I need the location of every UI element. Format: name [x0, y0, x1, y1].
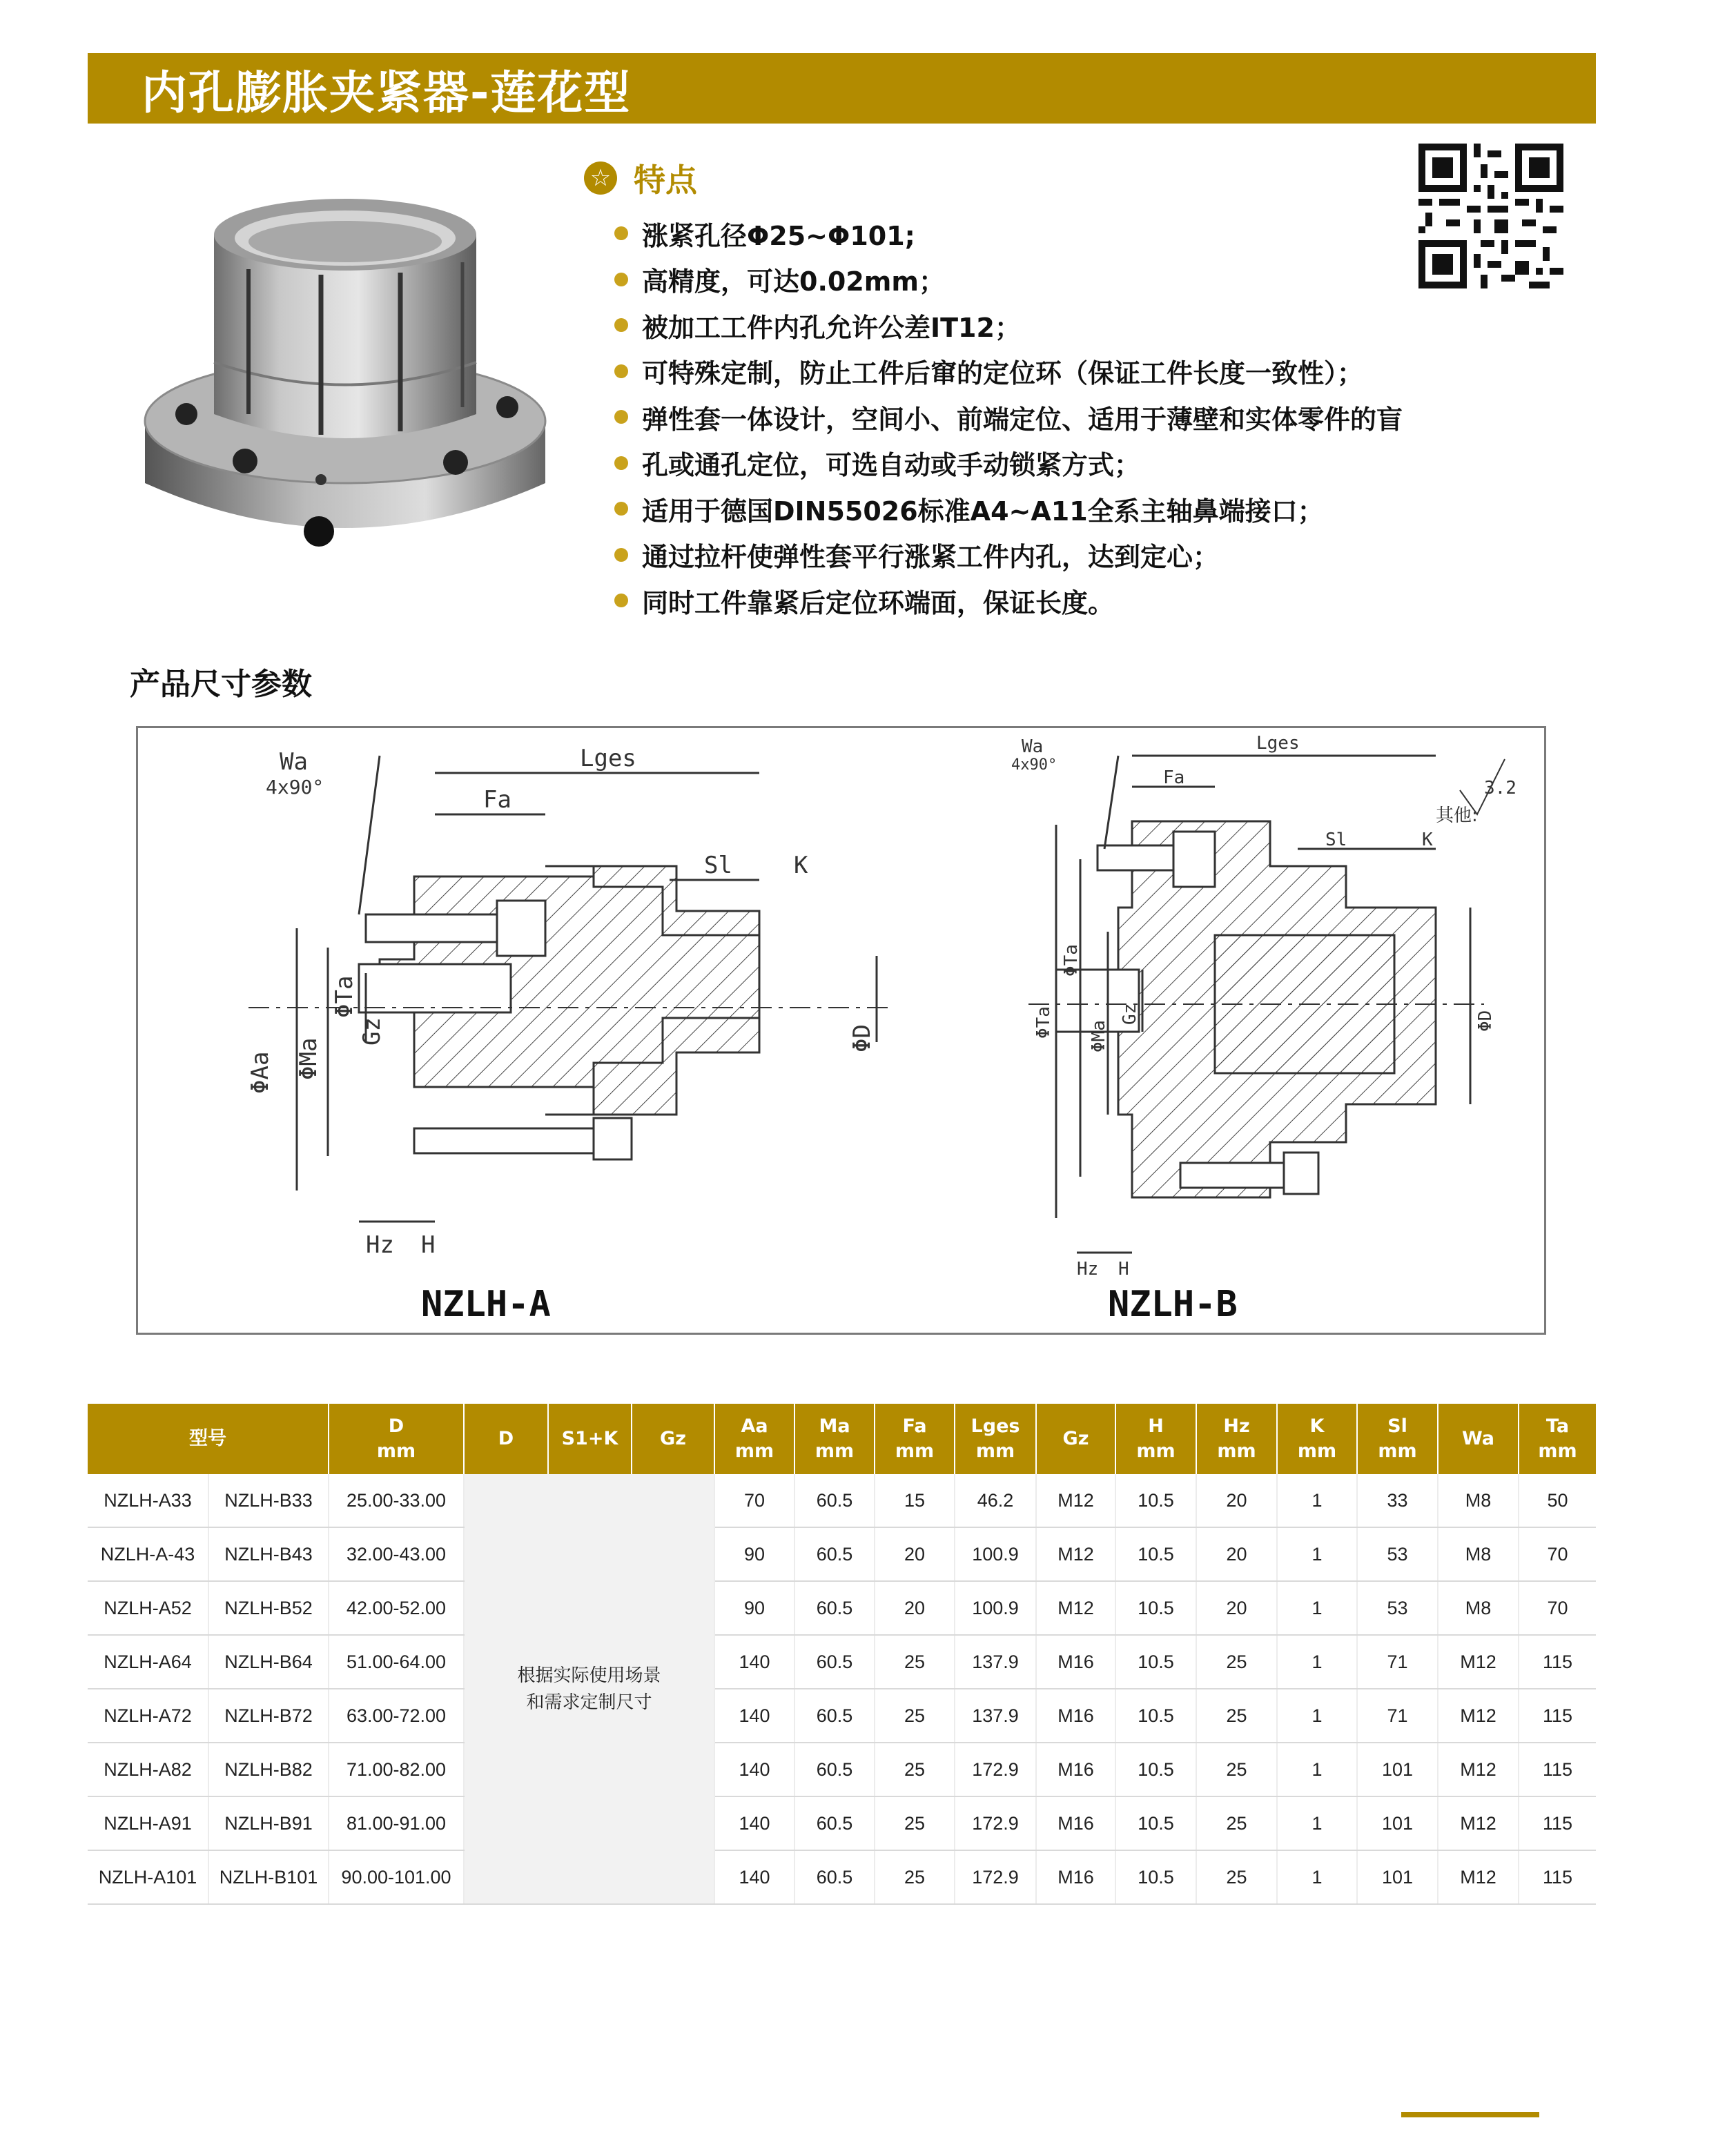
table-cell: 1 [1277, 1474, 1357, 1527]
table-cell: 137.9 [955, 1635, 1036, 1689]
table-cell: 70 [714, 1474, 794, 1527]
table-cell: M8 [1438, 1527, 1519, 1581]
table-cell: 10.5 [1115, 1474, 1196, 1527]
table-cell: 1 [1277, 1743, 1357, 1796]
svg-text:Wa: Wa [1022, 736, 1044, 757]
features-list [614, 210, 1403, 624]
table-cell: 172.9 [955, 1850, 1036, 1904]
table-cell: 60.5 [794, 1635, 875, 1689]
svg-text:3.2: 3.2 [1484, 778, 1516, 798]
bullet-icon [614, 273, 628, 286]
svg-text:ΦD: ΦD [1475, 1010, 1496, 1032]
footer-bar [1401, 2112, 1539, 2117]
col-header: S1+K [548, 1404, 632, 1474]
col-header: Gz [632, 1404, 714, 1474]
table-cell: NZLH-B82 [208, 1743, 329, 1796]
table-cell: 25 [875, 1796, 955, 1850]
section-title: 产品尺寸参数 [130, 667, 312, 702]
table-cell: 90.00-101.00 [329, 1850, 464, 1904]
table-row [88, 1635, 1596, 1689]
star-icon: ☆ [584, 161, 617, 195]
table-cell: NZLH-A52 [88, 1581, 208, 1635]
feature-item: 高精度，可达0.02mm； [614, 257, 1403, 303]
svg-text:K: K [1422, 830, 1433, 850]
col-header: 型号 [88, 1404, 329, 1474]
table-cell: 115 [1519, 1635, 1596, 1689]
col-header: Aa mm [714, 1404, 794, 1474]
feature-item: 被加工工件内孔允许公差IT12； [614, 302, 1403, 349]
table-cell: 60.5 [794, 1850, 875, 1904]
table-cell: 53 [1357, 1527, 1438, 1581]
svg-text:ΦTa: ΦTa [331, 975, 358, 1018]
table-row [88, 1796, 1596, 1850]
table-cell: 60.5 [794, 1527, 875, 1581]
table-cell: 20 [1196, 1581, 1277, 1635]
table-cell: 90 [714, 1527, 794, 1581]
svg-text:H: H [1118, 1259, 1129, 1280]
table-cell: NZLH-A72 [88, 1689, 208, 1743]
bullet-icon [614, 364, 628, 378]
bullet-icon [614, 226, 628, 240]
table-body [88, 1474, 1596, 1904]
col-header: Fa mm [875, 1404, 955, 1474]
table-cell: 51.00-64.00 [329, 1635, 464, 1689]
table-cell: M12 [1438, 1796, 1519, 1850]
table-cell: 50 [1519, 1474, 1596, 1527]
table-cell: M16 [1036, 1850, 1115, 1904]
feature-item: 孔或通孔定位，可选自动或手动锁紧方式； [614, 440, 1403, 487]
table-cell: 20 [1196, 1474, 1277, 1527]
table-cell: NZLH-B72 [208, 1689, 329, 1743]
col-header: H mm [1115, 1404, 1196, 1474]
table-cell: 25 [1196, 1635, 1277, 1689]
col-header: Gz [1036, 1404, 1115, 1474]
table-cell: 25 [1196, 1743, 1277, 1796]
drawing-label-a: NZLH-A [421, 1284, 551, 1325]
table-cell: 140 [714, 1796, 794, 1850]
table-cell: 1 [1277, 1850, 1357, 1904]
svg-text:Hz: Hz [366, 1231, 394, 1259]
table-cell: NZLH-A91 [88, 1796, 208, 1850]
table-cell: NZLH-B52 [208, 1581, 329, 1635]
table-cell: 172.9 [955, 1796, 1036, 1850]
bullet-icon [614, 594, 628, 607]
table-cell: M12 [1438, 1635, 1519, 1689]
svg-text:4x90°: 4x90° [1011, 756, 1057, 774]
col-header: Hz mm [1196, 1404, 1277, 1474]
svg-text:其他:: 其他: [1436, 805, 1478, 826]
col-header: Sl mm [1357, 1404, 1438, 1474]
table-cell: M12 [1438, 1850, 1519, 1904]
table-cell: 140 [714, 1743, 794, 1796]
table-cell: M12 [1438, 1689, 1519, 1743]
table-row [88, 1850, 1596, 1904]
table-cell: 53 [1357, 1581, 1438, 1635]
features-heading: ☆ 特点 [584, 155, 697, 201]
bullet-icon [614, 548, 628, 562]
table-cell: 101 [1357, 1850, 1438, 1904]
table-cell: 115 [1519, 1743, 1596, 1796]
table-cell: 60.5 [794, 1474, 875, 1527]
table-cell: 1 [1277, 1689, 1357, 1743]
table-cell: 20 [1196, 1527, 1277, 1581]
svg-text:4x90°: 4x90° [266, 776, 324, 798]
table-cell: 25.00-33.00 [329, 1474, 464, 1527]
table-cell: 90 [714, 1581, 794, 1635]
table-cell: M8 [1438, 1474, 1519, 1527]
table-row [88, 1581, 1596, 1635]
col-header: D mm [329, 1404, 464, 1474]
bullet-icon [614, 410, 628, 424]
feature-item: 涨紧孔径Φ25~Φ101; [614, 210, 1403, 257]
product-photo [138, 186, 559, 580]
col-header: K mm [1277, 1404, 1357, 1474]
svg-text:Fa: Fa [1163, 767, 1185, 788]
svg-text:ΦTa: ΦTa [1033, 1006, 1054, 1039]
custom-size-note: 根据实际使用场景 和需求定制尺寸 [464, 1474, 714, 1904]
title-banner [88, 53, 1596, 124]
table-cell: 10.5 [1115, 1743, 1196, 1796]
svg-text:Lges: Lges [580, 745, 636, 772]
table-cell: M8 [1438, 1581, 1519, 1635]
table-cell: 25 [1196, 1796, 1277, 1850]
table-cell: M12 [1036, 1581, 1115, 1635]
table-cell: 1 [1277, 1635, 1357, 1689]
table-cell: NZLH-A-43 [88, 1527, 208, 1581]
table-cell: M16 [1036, 1635, 1115, 1689]
svg-text:ΦTa: ΦTa [1061, 944, 1082, 977]
svg-text:Gz: Gz [1120, 1003, 1140, 1025]
feature-item: 弹性套一体设计，空间小、前端定位、适用于薄壁和实体零件的盲 [614, 394, 1403, 440]
svg-text:ΦAa: ΦAa [246, 1051, 274, 1094]
table-cell: 71 [1357, 1635, 1438, 1689]
table-cell: M16 [1036, 1796, 1115, 1850]
table-cell: 10.5 [1115, 1796, 1196, 1850]
col-header: Ta mm [1519, 1404, 1596, 1474]
col-header: Wa [1438, 1404, 1519, 1474]
svg-text:Sl: Sl [704, 852, 732, 879]
table-cell: NZLH-A33 [88, 1474, 208, 1527]
feature-item: 适用于德国DIN55026标准A4~A11全系主轴鼻端接口； [614, 486, 1403, 532]
table-cell: 10.5 [1115, 1689, 1196, 1743]
table-cell: 25 [875, 1689, 955, 1743]
table-cell: M12 [1036, 1474, 1115, 1527]
table-cell: 100.9 [955, 1527, 1036, 1581]
col-header: Lges mm [955, 1404, 1036, 1474]
table-row [88, 1743, 1596, 1796]
table-row [88, 1474, 1596, 1527]
table-cell: NZLH-B43 [208, 1527, 329, 1581]
table-cell: 20 [875, 1527, 955, 1581]
table-cell: 10.5 [1115, 1581, 1196, 1635]
table-cell: NZLH-B64 [208, 1635, 329, 1689]
table-cell: M16 [1036, 1689, 1115, 1743]
table-cell: 81.00-91.00 [329, 1796, 464, 1850]
table-cell: 1 [1277, 1796, 1357, 1850]
table-cell: 33 [1357, 1474, 1438, 1527]
table-cell: 1 [1277, 1527, 1357, 1581]
table-cell: M12 [1438, 1743, 1519, 1796]
table-cell: 1 [1277, 1581, 1357, 1635]
table-cell: 32.00-43.00 [329, 1527, 464, 1581]
table-cell: M12 [1036, 1527, 1115, 1581]
spec-table [88, 1404, 1596, 1905]
table-cell: 25 [875, 1850, 955, 1904]
svg-text:Hz: Hz [1077, 1259, 1099, 1280]
drawing-label-b: NZLH-B [1108, 1284, 1238, 1325]
table-cell: 100.9 [955, 1581, 1036, 1635]
cross-section-drawings [138, 728, 1544, 1333]
svg-text:ΦD: ΦD [848, 1024, 876, 1052]
table-cell: 20 [875, 1581, 955, 1635]
table-cell: 46.2 [955, 1474, 1036, 1527]
svg-text:K: K [794, 852, 808, 879]
table-cell: 70 [1519, 1581, 1596, 1635]
drawing-nzlh-b [1028, 756, 1505, 1253]
col-header: Ma mm [794, 1404, 875, 1474]
bullet-icon [614, 318, 628, 332]
table-cell: 140 [714, 1689, 794, 1743]
table-cell: M16 [1036, 1743, 1115, 1796]
table-cell: NZLH-A101 [88, 1850, 208, 1904]
table-cell: 71 [1357, 1689, 1438, 1743]
feature-item: 同时工件靠紧后定位环端面，保证长度。 [614, 578, 1403, 624]
table-cell: 10.5 [1115, 1527, 1196, 1581]
table-cell: NZLH-A64 [88, 1635, 208, 1689]
feature-item: 可特殊定制，防止工件后窜的定位环（保证工件长度一致性）； [614, 349, 1403, 395]
table-cell: 60.5 [794, 1581, 875, 1635]
feature-item: 通过拉杆使弹性套平行涨紧工件内孔，达到定心； [614, 532, 1403, 578]
svg-text:Lges: Lges [1256, 733, 1300, 754]
table-cell: 115 [1519, 1689, 1596, 1743]
table-header-row [88, 1404, 1596, 1474]
table-cell: 25 [875, 1743, 955, 1796]
table-cell: 70 [1519, 1527, 1596, 1581]
table-cell: 172.9 [955, 1743, 1036, 1796]
table-cell: 101 [1357, 1743, 1438, 1796]
table-cell: 115 [1519, 1796, 1596, 1850]
svg-text:Wa: Wa [280, 748, 308, 776]
table-cell: 137.9 [955, 1689, 1036, 1743]
table-cell: 115 [1519, 1850, 1596, 1904]
table-cell: NZLH-B33 [208, 1474, 329, 1527]
bullet-icon [614, 502, 628, 516]
table-cell: 140 [714, 1635, 794, 1689]
svg-text:Gz: Gz [358, 1017, 386, 1046]
svg-text:ΦMa: ΦMa [295, 1037, 322, 1080]
table-cell: 101 [1357, 1796, 1438, 1850]
technical-drawing-frame [136, 726, 1546, 1335]
table-row [88, 1689, 1596, 1743]
table-cell: 25 [1196, 1689, 1277, 1743]
svg-text:ΦMa: ΦMa [1089, 1020, 1109, 1052]
table-cell: 15 [875, 1474, 955, 1527]
table-cell: 60.5 [794, 1796, 875, 1850]
table-cell: 140 [714, 1850, 794, 1904]
table-cell: 71.00-82.00 [329, 1743, 464, 1796]
table-cell: 25 [1196, 1850, 1277, 1904]
table-cell: 42.00-52.00 [329, 1581, 464, 1635]
page-title: 内孔膨胀夹紧器-莲花型 [142, 66, 632, 119]
table-cell: 25 [875, 1635, 955, 1689]
col-header: D [464, 1404, 548, 1474]
table-cell: 60.5 [794, 1743, 875, 1796]
table-cell: NZLH-B91 [208, 1796, 329, 1850]
table-cell: 10.5 [1115, 1635, 1196, 1689]
svg-text:Sl: Sl [1325, 830, 1347, 850]
table-cell: 63.00-72.00 [329, 1689, 464, 1743]
bullet-icon [614, 456, 628, 470]
table-cell: 10.5 [1115, 1850, 1196, 1904]
table-row [88, 1527, 1596, 1581]
svg-text:H: H [421, 1231, 436, 1259]
table-cell: NZLH-B101 [208, 1850, 329, 1904]
table-cell: NZLH-A82 [88, 1743, 208, 1796]
table-cell: 60.5 [794, 1689, 875, 1743]
qr-code-icon[interactable] [1418, 144, 1563, 288]
svg-text:Fa: Fa [483, 786, 511, 814]
